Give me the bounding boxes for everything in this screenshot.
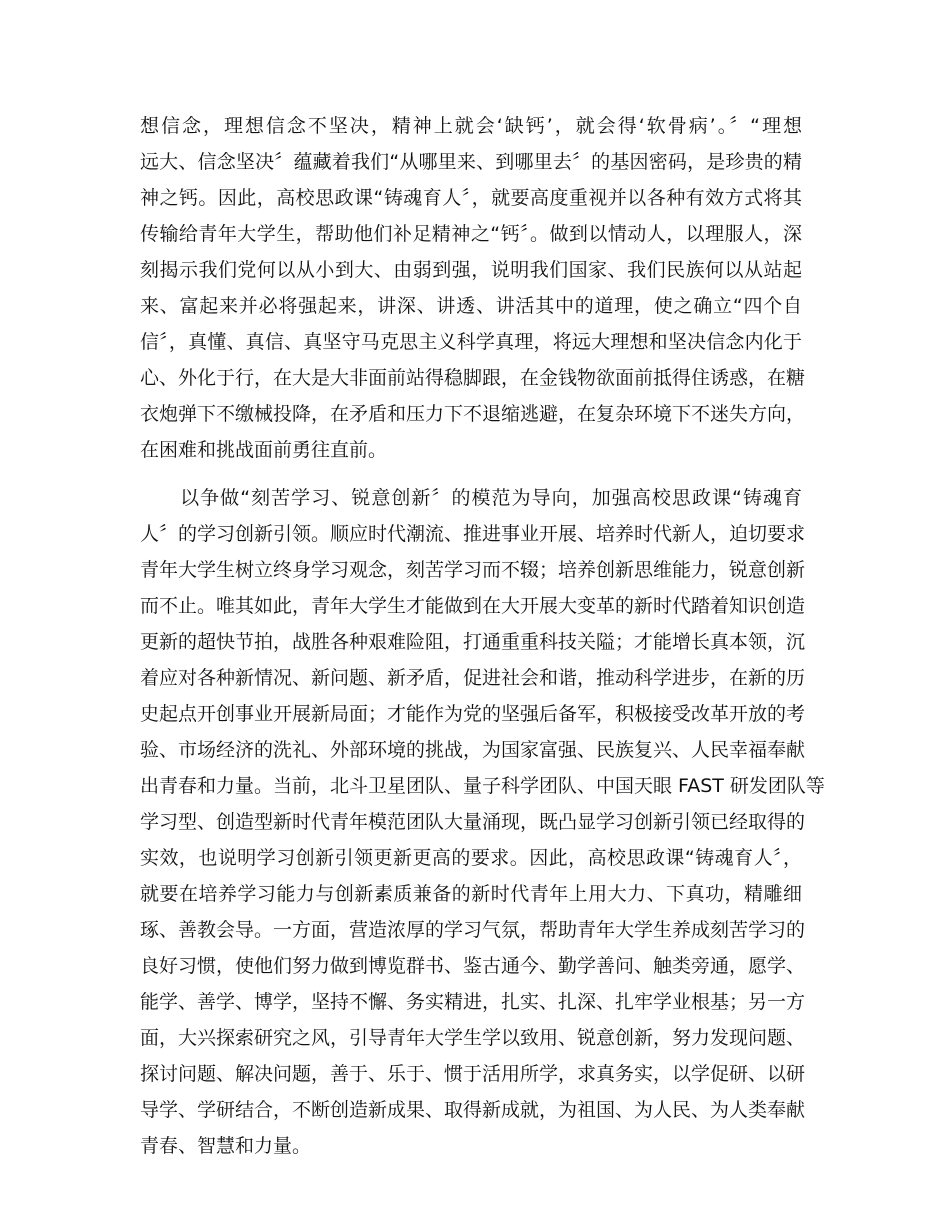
text-line: 更新的超快节拍，战胜各种艰难险阻，打通重重科技关隘；才能增长真本领，沉 [140,631,806,653]
text-line: 在困难和挑战面前勇往直前。 [140,439,388,461]
text-line: 神之钙。因此，高校思政课“铸魂育人〞，就要高度重视并以各种有效方式将其 [140,187,802,209]
text-line: 传输给青年大学生，帮助他们补足精神之“钙〞。做到以情动人，以理服人，深 [140,223,802,245]
text-line: 导学、学研结合，不断创造新成果、取得新成就，为祖国、为人民、为人类奉献 [140,1099,806,1121]
text-line: 良好习惯，使他们努力做到博览群书、鉴古通今、勤学善问、触类旁通，愿学、 [140,955,806,977]
text-line: 能学、善学、博学，坚持不懈、务实精进，扎实、扎深、扎牢学业根基；另一方 [140,991,806,1013]
text-line: 来、富起来并必将强起来，讲深、讲透、讲活其中的道理，使之确立“四个自 [140,295,802,317]
text-line: 想信念，理想信念不坚决，精神上就会‘缺钙’，就会得‘软骨病’。〞“理想 [140,115,802,137]
text-line: 琢、善教会导。一方面，营造浓厚的学习气氛，帮助青年大学生养成刻苦学习的 [140,919,806,941]
text-line: 远大、信念坚决〞蕴藏着我们“从哪里来、到哪里去〞的基因密码，是珍贵的精 [140,151,802,173]
text-line: 着应对各种新情况、新问题、新矛盾，促进社会和谐，推动科学进步，在新的历 [140,667,806,689]
text-line: 青春、智慧和力量。 [140,1135,312,1157]
text-line: 衣炮弹下不缴械投降，在矛盾和压力下不退缩逃避，在复杂环境下不迷失方向， [140,403,806,425]
text-line: 探讨问题、解决问题，善于、乐于、惯于活用所学，求真务实，以学促研、以研 [140,1063,806,1085]
text-line: 学习型、创造型新时代青年模范团队大量涌现，既凸显学习创新引领已经取得的 [140,811,806,833]
paragraph-2 [140,480,825,1164]
text-line: 刻揭示我们党何以从小到大、由弱到强，说明我们国家、我们民族何以从站起 [140,259,802,281]
paragraph-gap [140,468,802,480]
text-line: 史起点开创事业开展新局面；才能作为党的坚强后备军，积极接受改革开放的考 [140,703,806,725]
text-line: 而不止。唯其如此，青年大学生才能做到在大开展大变革的新时代踏着知识创造 [140,595,806,617]
text-line: 就要在培养学习能力与创新素质兼备的新时代青年上用大力、下真功，精雕细 [140,883,802,905]
text-line: 出青春和力量。当前，北斗卫星团队、量子科学团队、中国天眼 FAST 研发团队等 [140,775,825,797]
text-line: 面，大兴探索研究之风，引导青年大学生学以致用、锐意创新，努力发现问题、 [140,1027,806,1049]
text-line: 实效，也说明学习创新引领更新更高的要求。因此，高校思政课“铸魂育人〞， [140,847,802,869]
text-line: 信〞，真懂、真信、真坚守马克思主义科学真理，将远大理想和坚决信念内化于 [140,331,802,353]
text-line: 人〞的学习创新引领。顺应时代潮流、推进事业开展、培养时代新人，迫切要求 [140,523,806,545]
paragraph-1 [140,108,806,468]
text-line: 心、外化于行，在大是大非面前站得稳脚跟，在金钱物欲面前抵得住诱惑，在糖 [140,367,806,389]
text-line: 验、市场经济的洗礼、外部环境的挑战，为国家富强、民族复兴、人民幸福奉献 [140,739,806,761]
document-body [140,108,825,1164]
text-line: 青年大学生树立终身学习观念，刻苦学习而不辍；培养创新思维能力，锐意创新 [140,559,806,581]
text-line: 以争做“刻苦学习、锐意创新〞的模范为导向，加强高校思政课“铸魂育 [140,487,802,509]
